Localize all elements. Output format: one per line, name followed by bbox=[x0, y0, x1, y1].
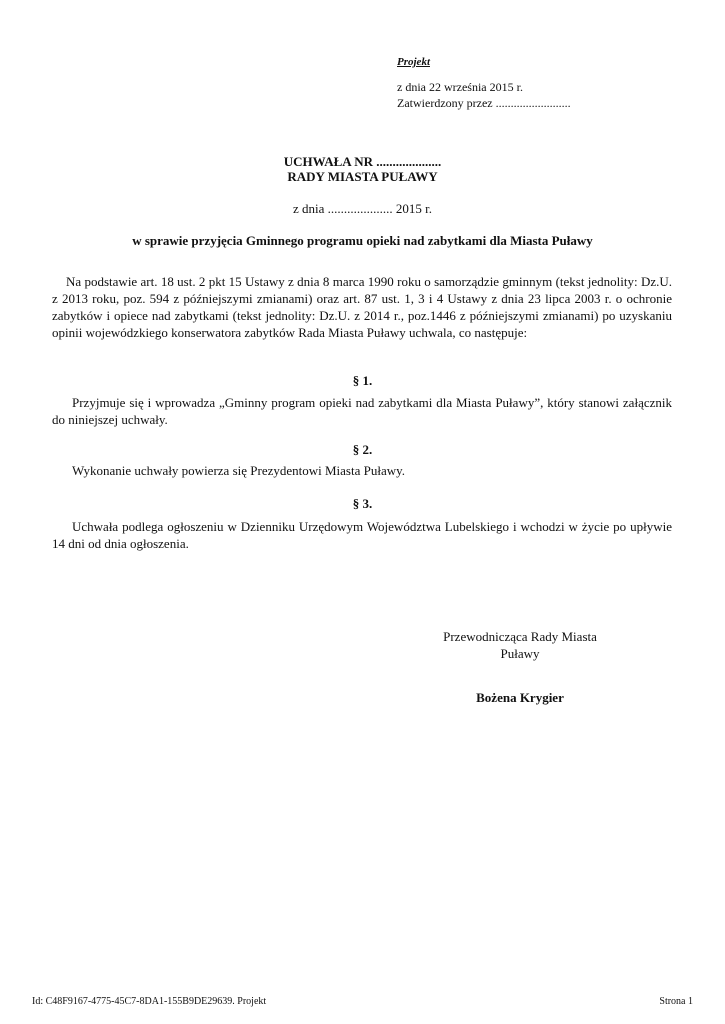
footer-page-number: Strona 1 bbox=[659, 996, 693, 1007]
footer-document-id: Id: C48F9167-4775-45C7-8DA1-155B9DE29639. Projekt bbox=[32, 996, 267, 1007]
signatory-name: Bożena Krygier bbox=[476, 690, 564, 705]
section-2-text bbox=[52, 462, 672, 479]
draft-date: z dnia 22 września 2015 r. bbox=[397, 80, 523, 94]
council-name: RADY MIASTA PUŁAWY bbox=[287, 169, 438, 184]
resolution-date: z dnia .................... 2015 r. bbox=[292, 201, 432, 216]
section-1-text bbox=[52, 394, 672, 428]
signature-role-line-1: Przewodnicząca Rady Miasta bbox=[443, 629, 597, 644]
section-3-title: § 3. bbox=[352, 496, 373, 511]
approved-by-line: Zatwierdzony przez ......................... bbox=[397, 96, 571, 110]
preamble bbox=[52, 273, 672, 341]
section-1-title: § 1. bbox=[352, 373, 373, 388]
preamble-text: Na podstawie art. 18 ust. 2 pkt 15 Ustawy z dnia 8 marca 1990 roku o samorządzie gminnym (tekst jednolity: Dz.U. z 2013 roku, poz. 594 z późniejszymi zmianami) oraz art. 87 ust. 1, 3 i 4 Ustawy z dnia 23 lipca 2003 r. o ochronie zabytków i opiece nad zabytkami (tekst jednolity: Dz.U. z 2014 r., poz.1446 z późniejszymi zmianami) po uzyskaniu opinii wojewódzkiego konserwatora zabytków Rada Miasta Puławy uchwala, co następuje: bbox=[52, 274, 672, 340]
section-3-paragraph: Uchwała podlega ogłoszeniu w Dzienniku Urzędowym Województwa Lubelskiego i wchodzi w życie po upływie 14 dni od dnia ogłoszenia. bbox=[52, 519, 672, 551]
resolution-subject: w sprawie przyjęcia Gminnego programu opieki nad zabytkami dla Miasta Puławy bbox=[132, 233, 593, 248]
section-2-title: § 2. bbox=[352, 442, 373, 457]
section-2-paragraph: Wykonanie uchwały powierza się Prezydentowi Miasta Puławy. bbox=[72, 463, 406, 478]
section-3-text bbox=[52, 518, 672, 552]
signature-role-line-2: Puławy bbox=[500, 646, 540, 661]
signature-role bbox=[420, 628, 620, 662]
resolution-number: UCHWAŁA NR .................... bbox=[283, 154, 442, 169]
section-1-paragraph: Przyjmuje się i wprowadza „Gminny program opieki nad zabytkami dla Miasta Puławy”, który stanowi załącznik do niniejszej uchwały. bbox=[52, 395, 672, 427]
project-label: Projekt bbox=[397, 56, 430, 68]
